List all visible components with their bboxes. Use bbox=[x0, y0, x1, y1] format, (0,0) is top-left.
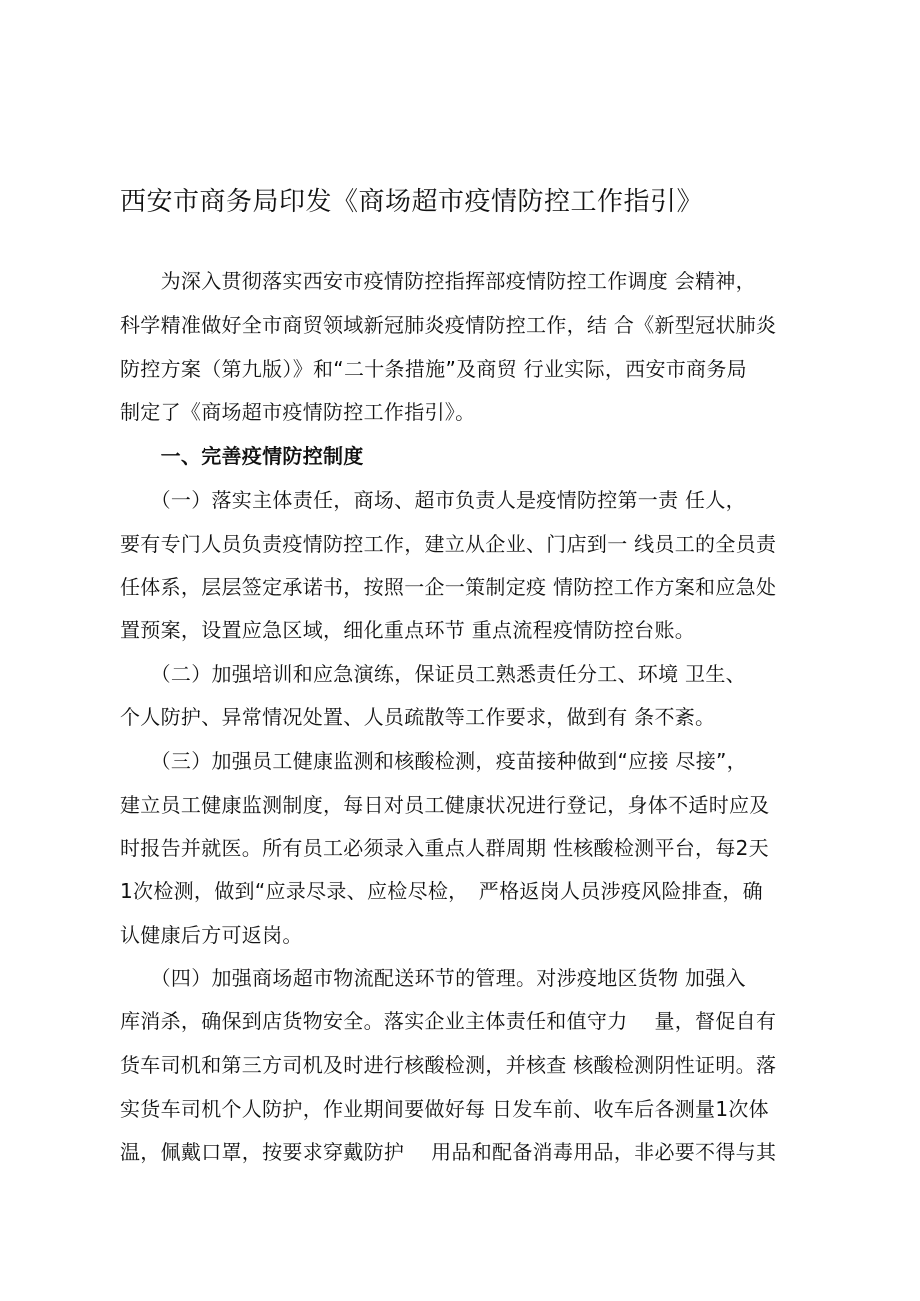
body-line: 认健康后方可返岗。 bbox=[120, 923, 303, 947]
body-line: （三）加强员工健康监测和核酸检测，疫苗接种做到“应接 尽接”， bbox=[120, 749, 747, 773]
body-line: 制定了《商场超市疫情防控工作指引》。 bbox=[120, 400, 476, 424]
body-line: 建立员工健康监测制度，每日对员工健康状况进行登记，身体不适时应及 bbox=[120, 793, 770, 817]
body-line: （四）加强商场超市物流配送环节的管理。对涉疫地区货物 加强入 bbox=[120, 966, 746, 990]
body-line: （一）落实主体责任，商场、超市负责人是疫情防控第一责 任人， bbox=[120, 488, 746, 512]
body-line: 货车司机和第三方司机及时进行核酸检测，并核查 核酸检测阴性证明。落 bbox=[120, 1053, 777, 1077]
body-line: 个人防护、异常情况处置、人员疏散等工作要求，做到有 条不紊。 bbox=[120, 705, 716, 729]
body-line: 科学精准做好全市商贸领域新冠肺炎疫情防控工作，结 合《新型冠状肺炎 bbox=[120, 313, 777, 337]
body-line: （二）加强培训和应急演练，保证员工熟悉责任分工、环境 卫生、 bbox=[120, 662, 746, 686]
body-line: 时报告并就医。所有员工必须录入重点人群周期 性核酸检测平台，每2天 bbox=[120, 836, 769, 860]
section-heading: 一、完善疫情防控制度 bbox=[120, 444, 364, 468]
body-line: 实货车司机个人防护，作业期间要做好每 日发车前、收车后各测量1次体 bbox=[120, 1097, 769, 1121]
body-line: 置预案，设置应急区域，细化重点环节 重点流程疫情防控台账。 bbox=[120, 618, 696, 642]
body-line: 为深入贯彻落实西安市疫情防控指挥部疫情防控工作调度 会精神， bbox=[120, 269, 756, 293]
body-line: 1次检测，做到“应录尽录、应检尽检， 严格返岗人员涉疫风险排查，确 bbox=[120, 879, 763, 903]
body-line: 任体系，层层签定承诺书，按照一企一策制定疫 情防控工作方案和应急处 bbox=[120, 575, 777, 599]
document-title: 西安市商务局印发《商场超市疫情防控工作指引》 bbox=[120, 187, 704, 217]
body-line: 防控方案（第九版）》和“二十条措施”及商贸 行业实际，西安市商务局 bbox=[120, 357, 747, 381]
body-line: 温，佩戴口罩，按要求穿戴防护 用品和配备消毒用品，非必要不得与其 bbox=[120, 1140, 777, 1164]
body-line: 库消杀，确保到店货物安全。落实企业主体责任和值守力 量，督促自有 bbox=[120, 1009, 777, 1033]
body-line: 要有专门人员负责疫情防控工作，建立从企业、门店到一 线员工的全员责 bbox=[120, 532, 777, 556]
